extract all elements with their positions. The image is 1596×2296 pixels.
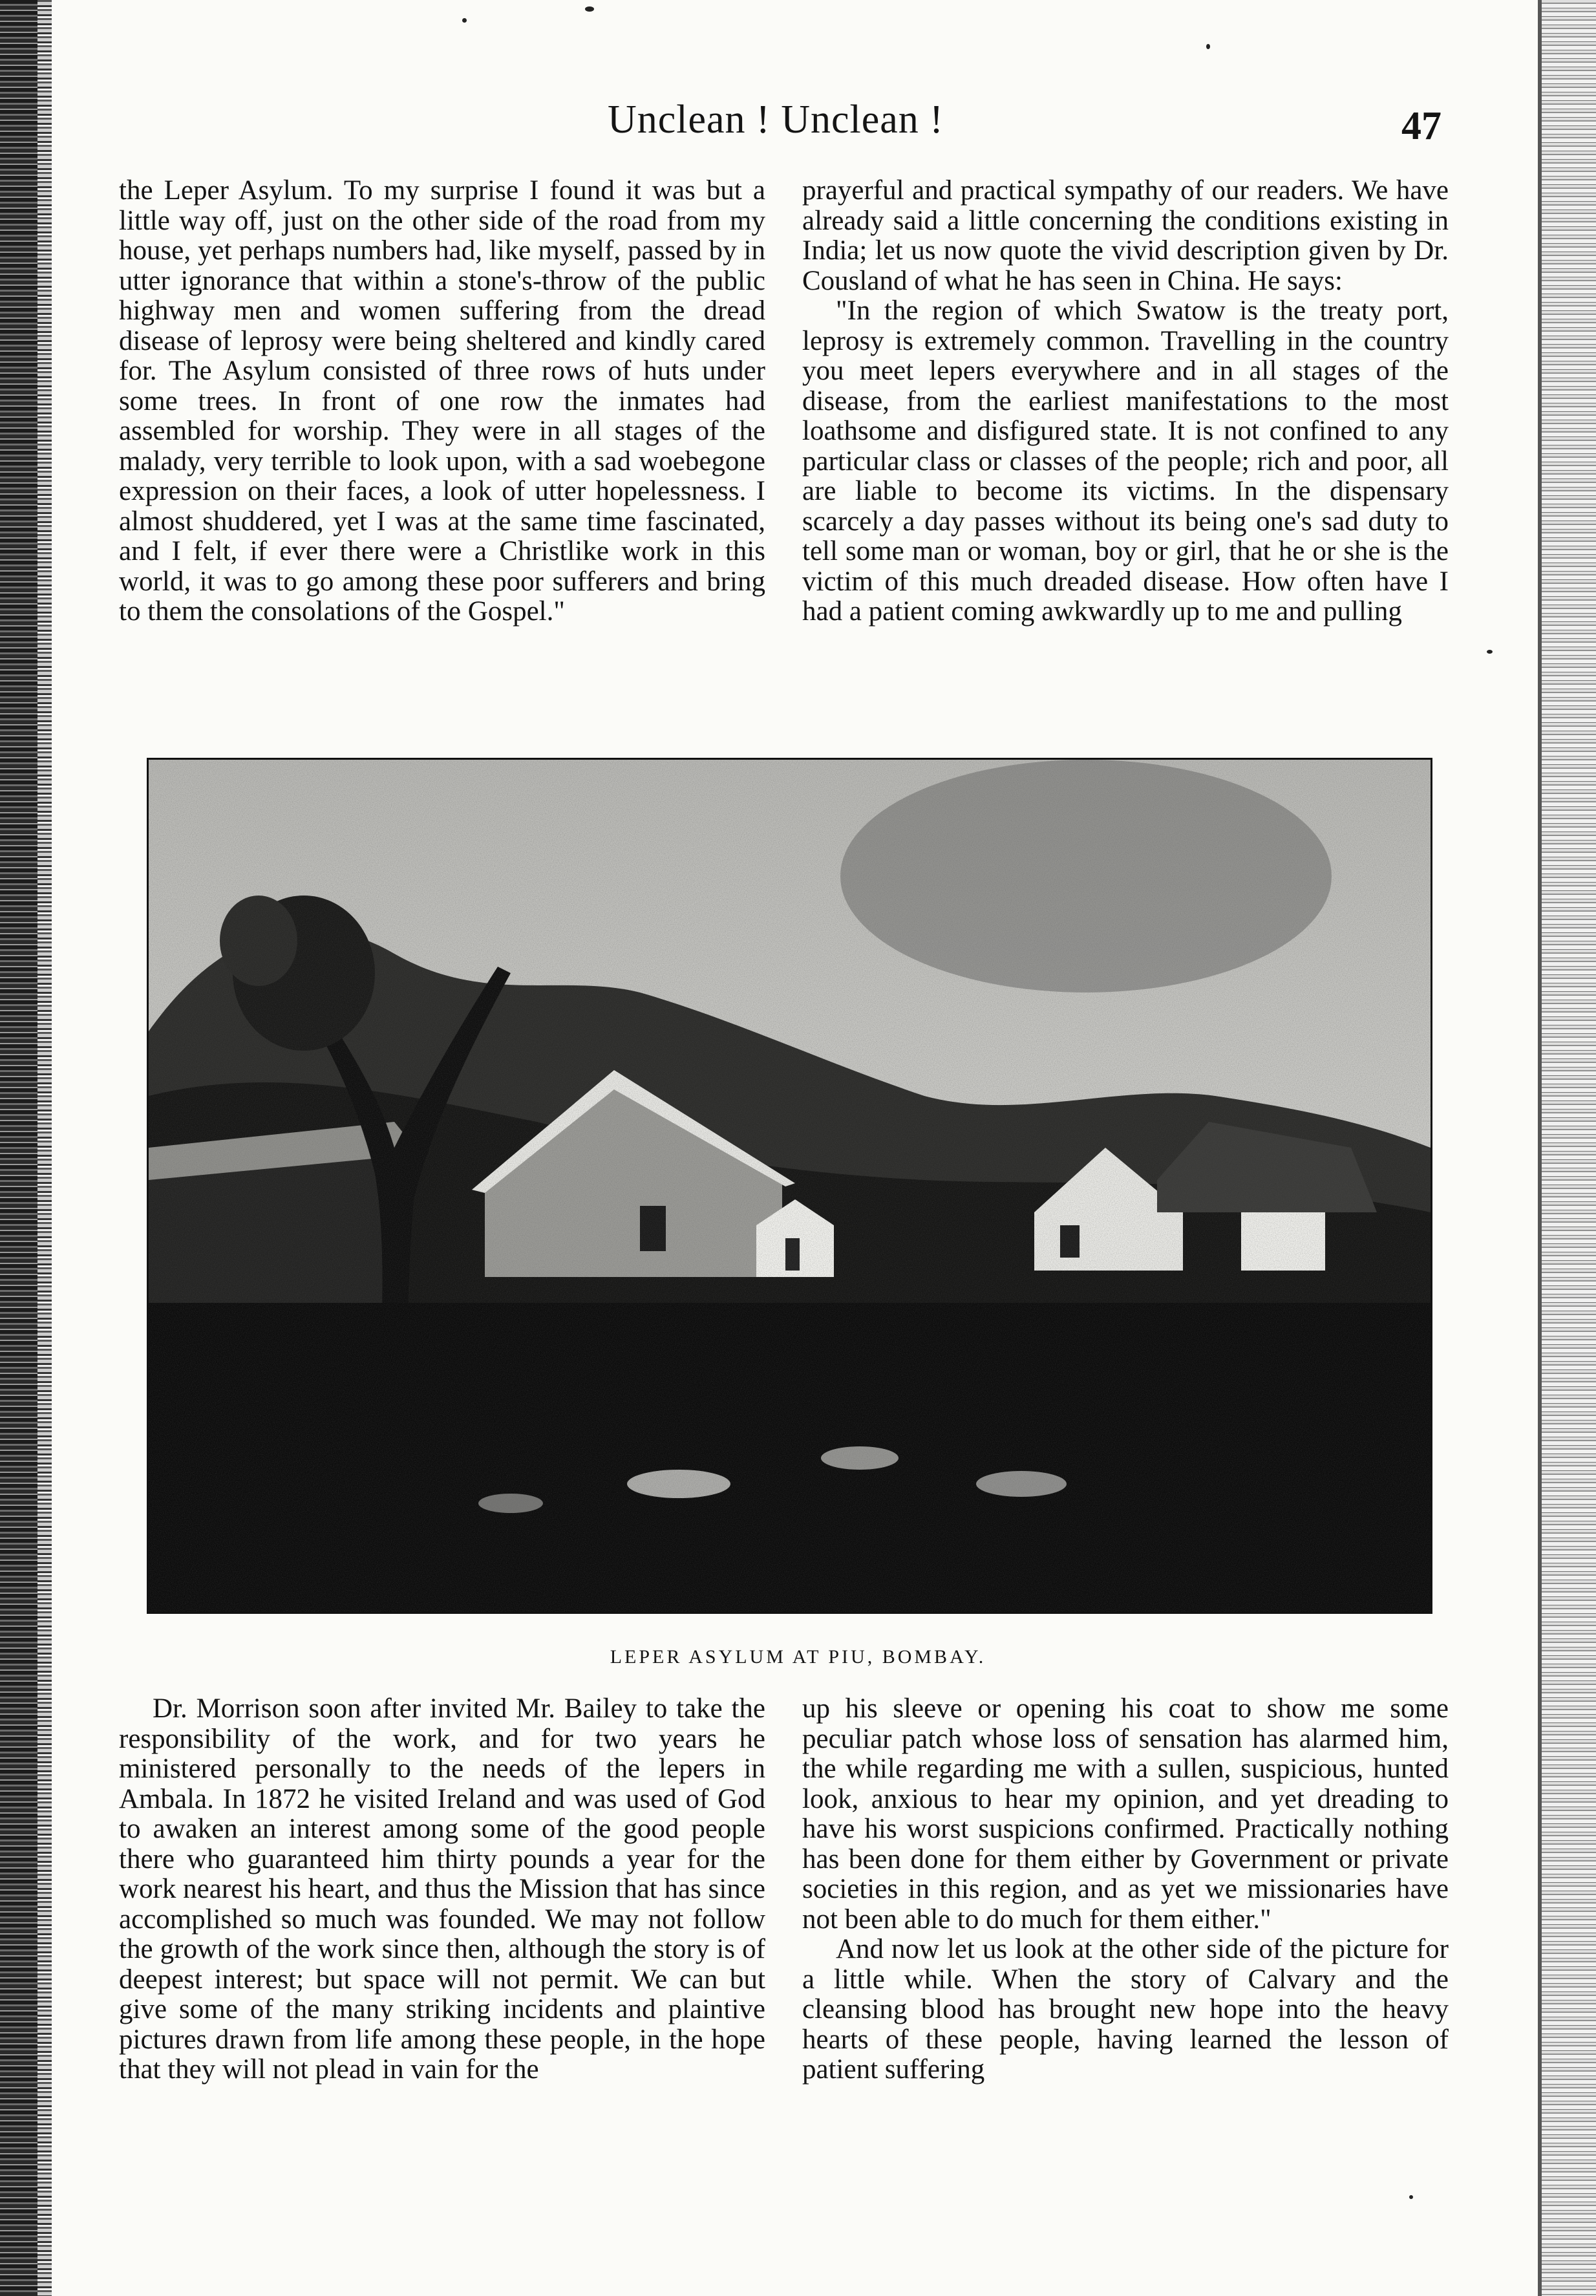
paragraph: the Leper Asylum. To my surprise I found it was but a little way off, just on the other side of the road from my house, yet perhaps numbers had, like myself, passed by in utter ignorance that within a stone's-throw of the public highway men and women suffering from the dread disease of leprosy were being sheltered and kindly cared for. The Asylum consisted of three rows of huts under some trees. In front of one row the inmates had assembled for worship. They were in all stages of the malady, very terrible to look upon, with a sad woebegone expression on their faces, a look of utter hopelessness. I almost shuddered, yet I was at the same time fascinated, and I felt, if ever there were a Christlike work in this world, it was to go among these poor sufferers and bring to them the consolations of the Gospel." (119, 175, 765, 627)
print-speck (462, 18, 467, 23)
column-bottom-right (802, 1694, 1449, 2085)
print-speck (1487, 650, 1493, 654)
paragraph: Dr. Morrison soon after invited Mr. Bailey to take the responsibility of the work, and for two years he ministered personally to the needs of the lepers in Ambala. In 1872 he visited Ireland and was used of God to awaken an interest among some of the good people there who guaranteed him thirty pounds a year for the work nearest his heart, and thus the Mission that has since accomplished so much was founded. We may not follow the growth of the work since then, although the story is of deepest interest; but space will not permit. We can but give some of the many striking incidents and plaintive pictures drawn from life among these people, in the hope that they will not plead in vain for the (119, 1693, 765, 2085)
illustration-leper-asylum (147, 758, 1432, 1614)
paragraph: prayerful and practical sympathy of our readers. We have already said a little concerning the conditions existing in India; let us now quote the vivid description given by Dr. Cousland of what he has seen in China. He says: (802, 175, 1449, 296)
paragraph: And now let us look at the other side of the picture for a little while. When the story of Calvary and the cleansing blood has brought new hope into the heavy hearts of these people, having learned the lesson of patient suffering (802, 1934, 1449, 2085)
print-speck (1206, 44, 1210, 49)
page-edge-right (1538, 0, 1596, 2296)
page-number: 47 (1401, 104, 1442, 148)
paragraph: up his sleeve or opening his coat to show me some peculiar patch whose loss of sensation has alarmed him, the while regarding me with a sullen, suspicious, hunted look, anxious to hear my opinion, and yet dreading to have his worst suspicions confirmed. Practically nothing has been done for them either by Government or private societies in this region, and as yet we missionaries have not been able to do much for them either." (802, 1693, 1449, 1935)
print-speck (1409, 2195, 1413, 2199)
column-top-right (802, 176, 1449, 627)
illustration-caption: LEPER ASYLUM AT PIU, BOMBAY. (610, 1646, 986, 1668)
column-top-left (119, 176, 765, 627)
print-speck (585, 6, 594, 12)
running-title: Unclean ! Unclean ! (608, 98, 944, 142)
column-bottom-left (119, 1694, 765, 2085)
running-head (0, 97, 1596, 155)
book-spine-edge (0, 0, 52, 2296)
asylum-photograph (149, 760, 1431, 1612)
paragraph: "In the region of which Swatow is the treaty port, leprosy is extremely common. Travelling in the country you meet lepers everywhere and in all stages of the disease, from the earliest manifestations to the most loathsome and disfigured state. It is not confined to any particular class or classes of the people; rich and poor, all are liable to become its victims. In the dispensary scarcely a day passes without its being one's sad duty to tell some man or woman, boy or girl, that he or she is the victim of this much dreaded disease. How often have I had a patient coming awkwardly up to me and pulling (802, 295, 1449, 627)
